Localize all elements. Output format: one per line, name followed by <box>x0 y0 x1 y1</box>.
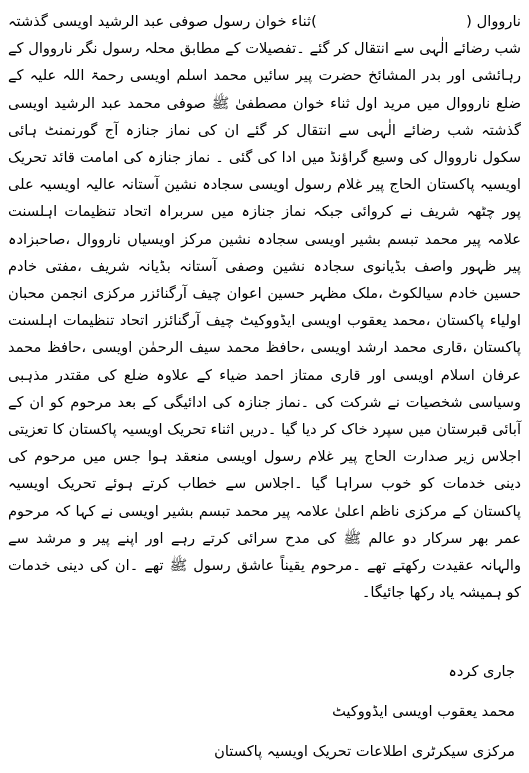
headline: )ثناء خوان رسول صوفی عبد الرشید اویسی گذشتہ شب رضائے الٰہی سے <box>8 13 522 58</box>
issuer-name: محمد یعقوب اویسی ایڈووکیٹ <box>332 703 515 720</box>
issuer-title: مرکزی سیکرٹری اطلاعات تحریک اویسیہ پاکستان <box>214 743 515 760</box>
press-release-body <box>8 8 521 606</box>
news-body: انتقال کر گئے ۔تفصیلات کے مطابق محلہ رسول نگر نارووال کے رہائشی اور بدر المشائخ حضرت پیر سائیں محمد اسلم اویسی رحمۃ اللہ علیہ کے ضلع نارووال میں مرید اول ثناء خوان مصطفیٰ ﷺ صوفی محمد عبد الرشید اویسی گذشتہ شب رضائے الٰہی سے انتقال کر گئے ان کی نماز جنازہ آج گورنمنٹ ہائی سکول نارووال کی وسیع گراؤنڈ میں ادا کی گئی ۔ نماز جنازہ کی امامت قائد تحریک اویسیہ پاکستان الحاج پیر غلام رسول اویسی سجادہ نشین آستانہ عالیہ اویسیہ علی پور چٹھہ شریف نے کروائی جبکہ نماز جنازہ میں سربراہ اتحاد تنظیمات اہلسنت علامہ پیر محمد تبسم بشیر اویسی سجادہ نشین مرکز اویسیاں نارووال ،صاحبزادہ پیر ظہور واصف بڈیانوی سجادہ نشین وصفی آستانہ بڈیانہ شریف ،مفتی خادم حسین خادم سیالکوٹ ،ملک مظہر حسین اعوان چیف آرگنائزر مرکزی انجمن محبان اولیاء پاکستان ،محمد یعقوب اویسی ایڈووکیٹ چیف آرگنائزر اتحاد تنظیمات اہلسنت پاکستان ،قاری محمد ارشد اویسی ،حافظ محمد سیف الرحمٰن اویسی ،حافظ محمد عرفان اسلام اویسی اور قاری ممتاز احمد ضیاء کے علاوہ ضلع کی مقتدر مذہبی وسیاسی شخصیات نے شرکت کی ۔نماز جنازہ کی ادائیگی کے بعد مرحوم کو ان کے آبائی قبرستان میں سپرد خاک کر دیا گیا ۔دریں اثناء تحریک اویسیہ پاکستان کا تعزیتی اجلاس زیر صدارت الحاج پیر غلام رسول اویسی منعقد ہوا جس میں مرحوم کی دینی خدمات کو خوب سراہا گیا ۔اجلاس سے خطاب کرتے ہوئے تحریک اویسیہ پاکستان کے مرکزی ناظم اعلیٰ علامہ پیر محمد تبسم بشیر اویسی نے کہا کہ مرحوم عمر بھر سرکار دو عالم ﷺ کی مدح سرائی کرتے رہے اور اپنے پیر و مرشد سے والہانہ عقیدت رکھتے تھے ۔مرحوم یقیناً عاشق رسول ﷺ تھے ۔ان کی دینی خدمات کو ہمیشہ یاد رکھا جائیگا۔ <box>8 40 521 602</box>
signature-block <box>214 652 515 772</box>
dateline-gap <box>317 13 466 30</box>
issued-by-label: جاری کردہ <box>448 663 515 680</box>
dateline: نارووال ( <box>466 13 521 30</box>
